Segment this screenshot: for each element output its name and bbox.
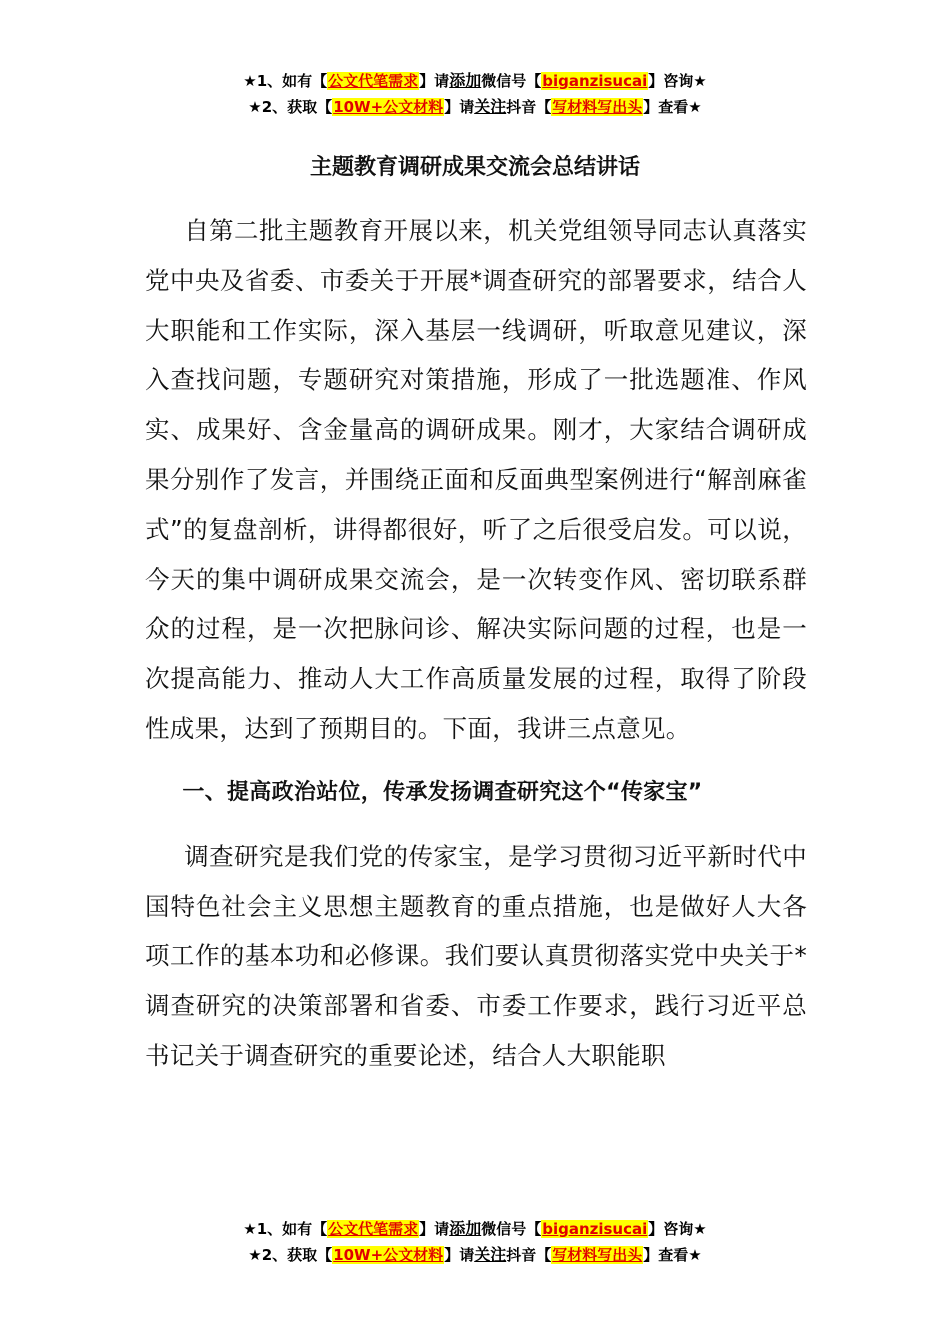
banner-emphasis: 添加 xyxy=(449,1219,482,1238)
banner-text: 】请 xyxy=(444,1246,475,1264)
banner-line-2 xyxy=(0,1242,950,1268)
footer-banner xyxy=(0,1216,950,1268)
banner-text: 】查看★ xyxy=(643,98,702,116)
banner-highlight-douyin: 写材料写出头 xyxy=(552,1246,643,1264)
banner-highlight-service: 公文代笔需求 xyxy=(328,1220,419,1238)
banner-text: 】咨询★ xyxy=(648,1220,707,1238)
document-title: 主题教育调研成果交流会总结讲话 xyxy=(309,155,640,180)
banner-text: 微信号【 xyxy=(481,1220,542,1238)
banner-highlight-wechat-id: biganzisucai xyxy=(542,72,648,90)
banner-text: 抖音【 xyxy=(506,98,552,116)
banner-highlight-materials: 10W+公文材料 xyxy=(333,1246,444,1264)
banner-text: 】咨询★ xyxy=(648,72,707,90)
banner-line-1 xyxy=(0,68,950,94)
banner-line-1 xyxy=(0,1216,950,1242)
banner-text: 】查看★ xyxy=(643,1246,702,1264)
banner-highlight-douyin: 写材料写出头 xyxy=(552,98,643,116)
banner-text: 】请 xyxy=(419,72,450,90)
banner-text: 抖音【 xyxy=(506,1246,552,1264)
banner-text: 微信号【 xyxy=(481,72,542,90)
banner-text: ★1、如有【 xyxy=(243,72,328,90)
banner-text: ★2、获取【 xyxy=(248,1246,333,1264)
banner-text: ★1、如有【 xyxy=(243,1220,328,1238)
banner-highlight-materials: 10W+公文材料 xyxy=(333,98,444,116)
body-paragraph-1: 自第二批主题教育开展以来，机关党组领导同志认真落实党中央及省委、市委关于开展*调查研究的部署要求，结合人大职能和工作实际，深入基层一线调研，听取意见建议，深入查找问题，专题研究对策措施，形成了一批选题准、作风实、成果好、含金量高的调研成果。刚才，大家结合调研成果分别作了发言，并围绕正面和反面典型案例进行“解剖麻雀式”的复盘剖析，讲得都很好，听了之后很受启发。可以说，今天的集中调研成果交流会，是一次转变作风、密切联系群众的过程，是一次把脉问诊、解决实际问题的过程，也是一次提高能力、推动人大工作高质量发展的过程，取得了阶段性成果，达到了预期目的。下面，我讲三点意见。 xyxy=(145,216,807,743)
document-body xyxy=(145,206,807,1081)
banner-text: 】请 xyxy=(419,1220,450,1238)
section-heading-1: 一、提高政治站位，传承发扬调查研究这个“传家宝” xyxy=(182,779,703,805)
banner-highlight-service: 公文代笔需求 xyxy=(328,72,419,90)
banner-line-2 xyxy=(0,94,950,120)
body-paragraph-2: 调查研究是我们党的传家宝，是学习贯彻习近平新时代中国特色社会主义思想主题教育的重点措施，也是做好人大各项工作的基本功和必修课。我们要认真贯彻落实党中央关于*调查研究的决策部署和省委、市委工作要求，践行习近平总书记关于调查研究的重要论述，结合人大职能职 xyxy=(145,841,807,1070)
header-banner xyxy=(0,68,950,120)
banner-emphasis: 关注 xyxy=(474,97,507,116)
banner-text: 】请 xyxy=(444,98,475,116)
banner-emphasis: 关注 xyxy=(474,1245,507,1264)
banner-emphasis: 添加 xyxy=(449,71,482,90)
banner-highlight-wechat-id: biganzisucai xyxy=(542,1220,648,1238)
banner-text: ★2、获取【 xyxy=(248,98,333,116)
